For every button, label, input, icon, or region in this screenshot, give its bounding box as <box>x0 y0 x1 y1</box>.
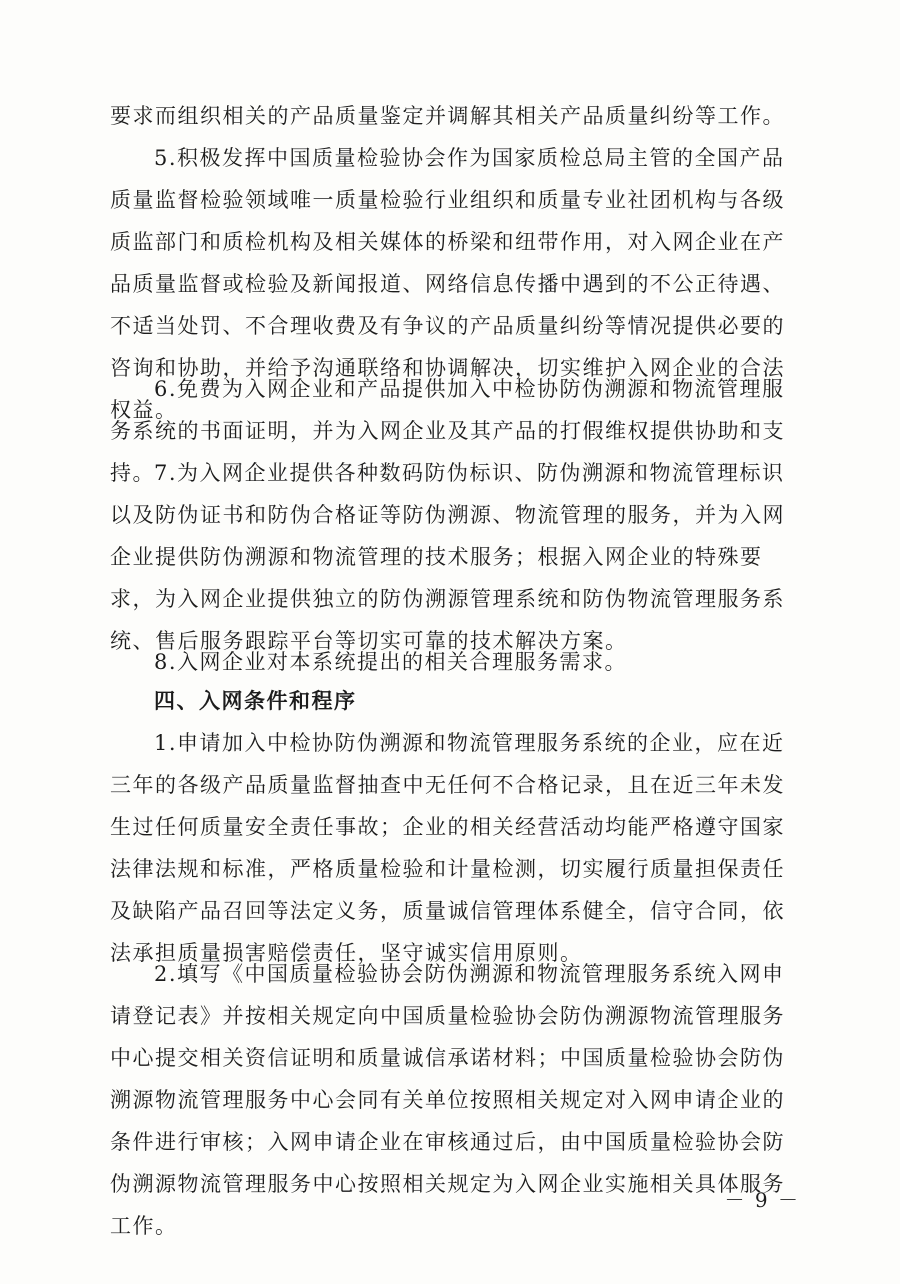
paragraph-item-8: 8.入网企业对本系统提出的相关合理服务需求。 <box>154 650 628 674</box>
paragraph-item-7: 7.为入网企业提供各种数码防伪标识、防伪溯源和物流管理标识以及防伪证书和防伪合格证等防伪溯源、物流管理的服务，并为入网企业提供防伪溯源和物流管理的技术服务；根据入网企业的特殊要求，为入网企业提供独立的防伪溯源管理系统和防伪物流管理服务系统、售后服务跟踪平台等切实可靠的技术解决方案。 <box>110 461 785 653</box>
paragraph-item-5: 5.积极发挥中国质量检验协会作为国家质检总局主管的全国产品质量监督检验领域唯一质量检验行业组织和质量专业社团机构与各级质监部门和质检机构及相关媒体的桥梁和纽带作用，对入网企业在产品质量监督或检验及新闻报道、网络信息传播中遇到的不公正待遇、不适当处罚、不合理收费及有争议的产品质量纠纷等情况提供必要的咨询和协助，并给予沟通联络和协调解决，切实维护入网企业的合法权益。 <box>110 146 785 422</box>
page-number: － 9 － <box>724 1188 800 1212</box>
paragraph-continuation: 要求而组织相关的产品质量鉴定并调解其相关产品质量纠纷等工作。 <box>110 104 785 128</box>
section-paragraph-2: 2.填写《中国质量检验协会防伪溯源和物流管理服务系统入网申请登记表》并按相关规定向中国质量检验协会防伪溯源物流管理服务中心提交相关资信证明和质量诚信承诺材料；中国质量检验协会防伪溯源物流管理服务中心会同有关单位按照相关规定对入网申请企业的条件进行审核；入网申请企业在审核通过后，由中国质量检验协会防伪溯源物流管理服务中心按照相关规定为入网企业实施相关具体服务工作。 <box>110 962 785 1238</box>
section-heading: 四、入网条件和程序 <box>154 689 357 713</box>
paragraph-item-6: 6.免费为入网企业和产品提供加入中检协防伪溯源和物流管理服务系统的书面证明，并为入网企业及其产品的打假维权提供协助和支持。 <box>110 377 785 485</box>
section-paragraph-1: 1.申请加入中检协防伪溯源和物流管理服务系统的企业，应在近三年的各级产品质量监督抽查中无任何不合格记录，且在近三年未发生过任何质量安全责任事故；企业的相关经营活动均能严格遵守国家法律法规和标准，严格质量检验和计量检测，切实履行质量担保责任及缺陷产品召回等法定义务，质量诚信管理体系健全，信守合同，依法承担质量损害赔偿责任，坚守诚实信用原则。 <box>110 731 785 965</box>
